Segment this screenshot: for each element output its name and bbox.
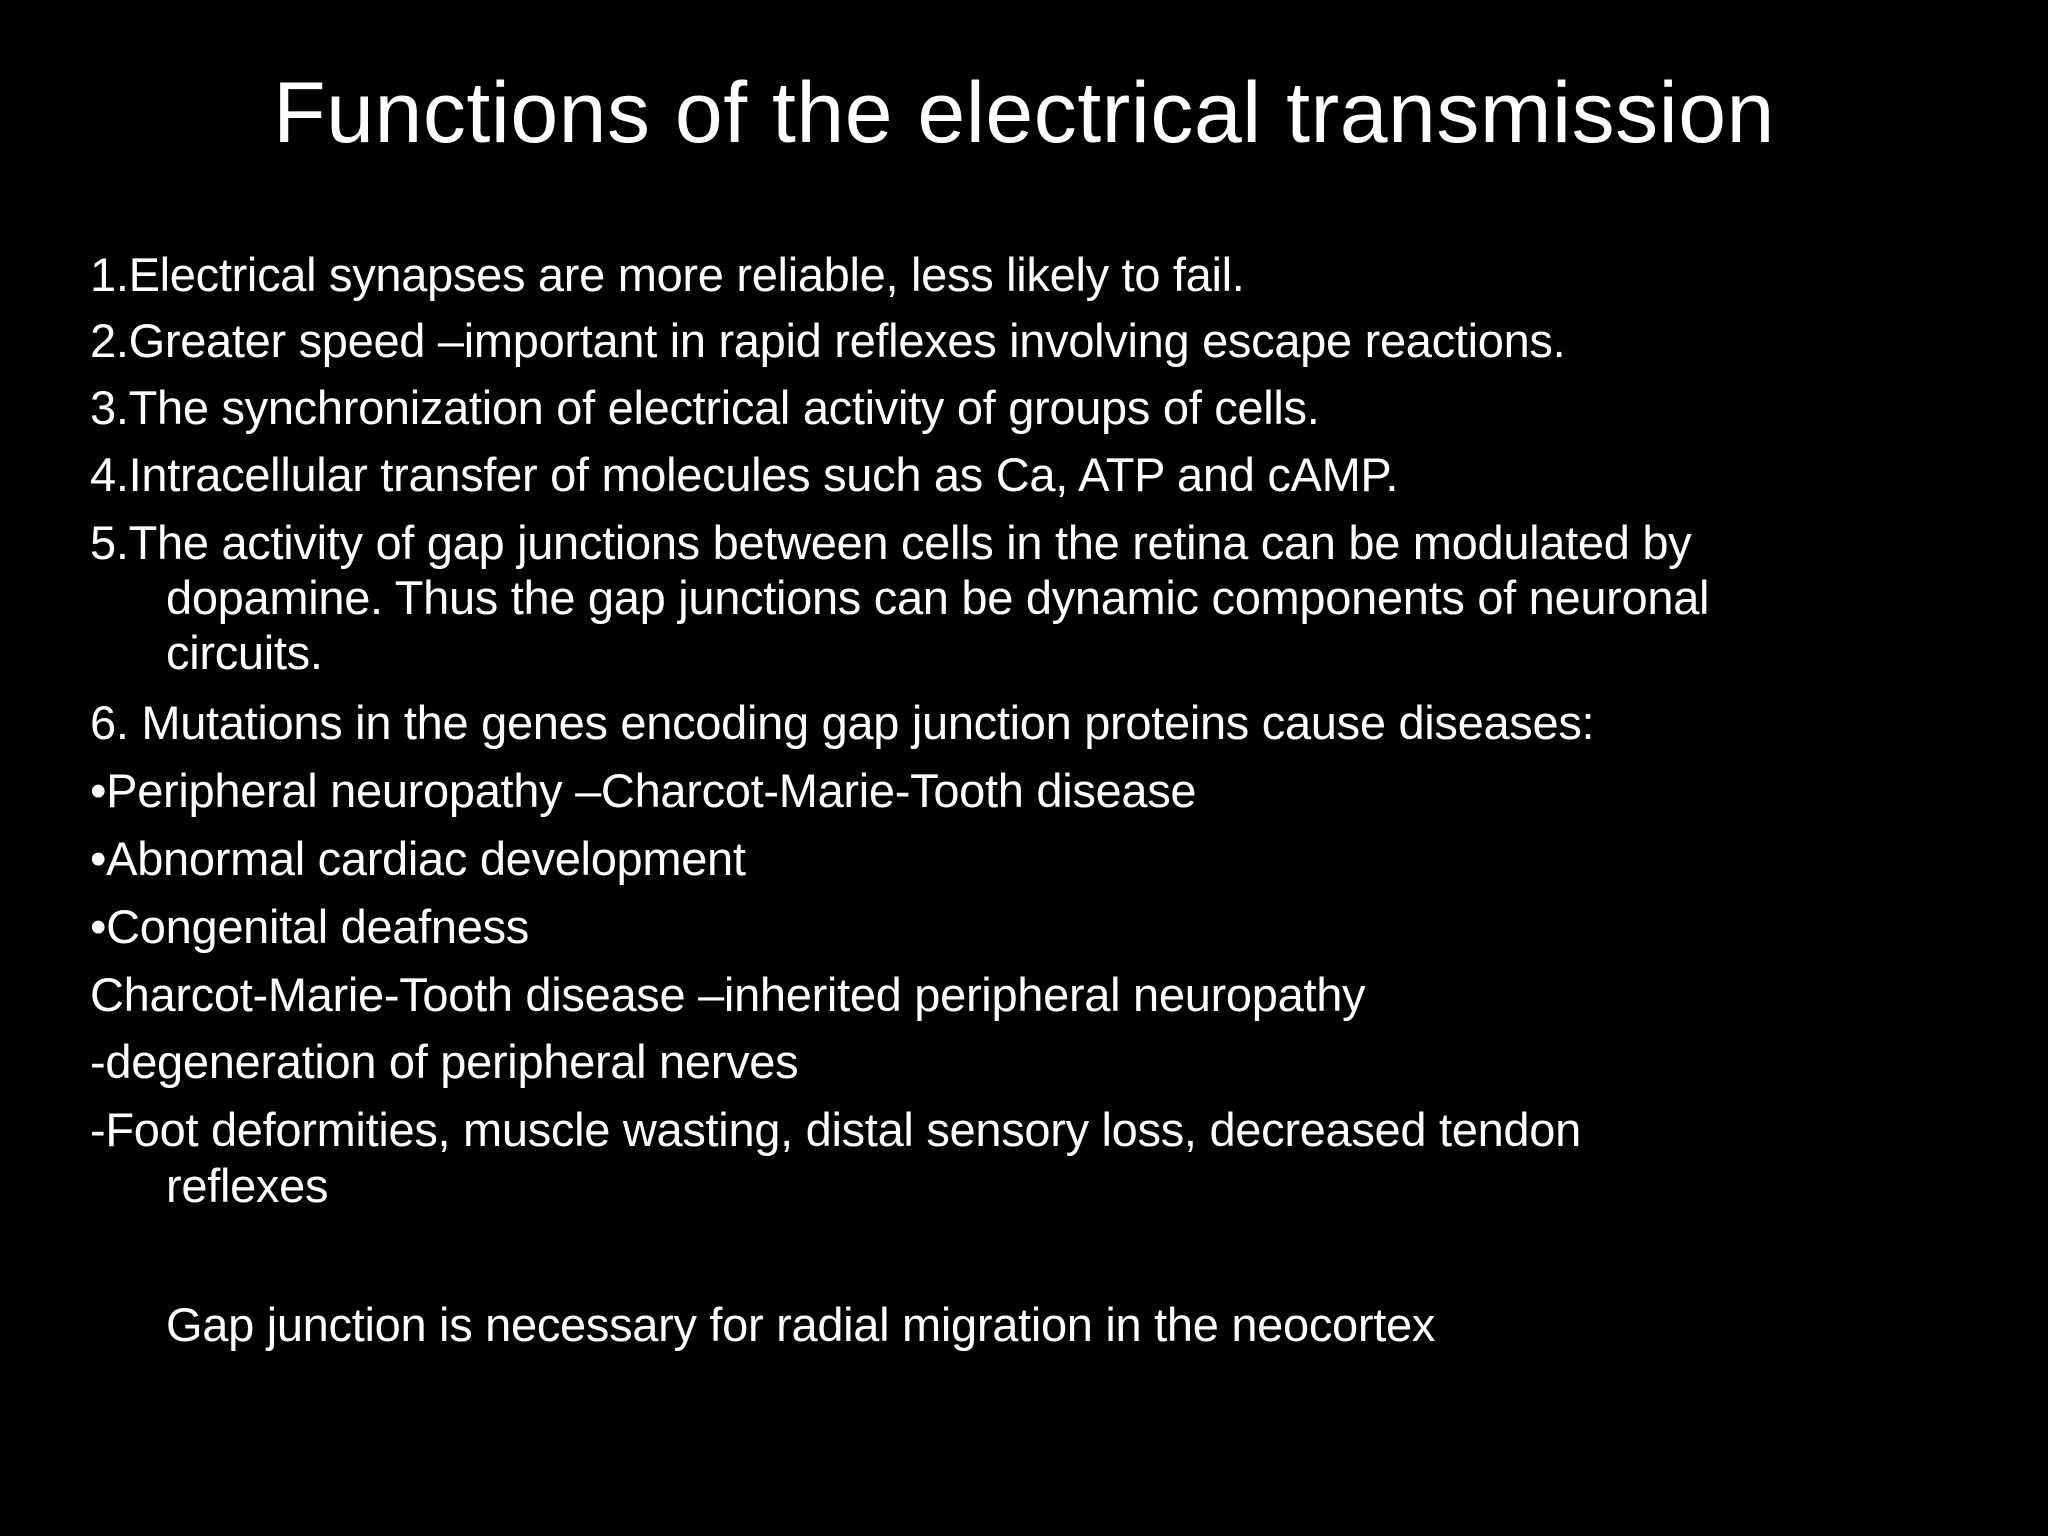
list-item-continuation: dopamine. Thus the gap junctions can be dynamic components of neuronal — [166, 571, 1710, 624]
list-item: 5.The activity of gap junctions between cells in the retina can be modulated by — [90, 516, 1692, 569]
list-item: 6. Mutations in the genes encoding gap junction proteins cause diseases: — [90, 696, 1595, 749]
text-line: -Foot deformities, muscle wasting, distal sensory loss, decreased tendon — [90, 1103, 1581, 1156]
closing-note: Gap junction is necessary for radial migration in the neocortex — [166, 1298, 1436, 1351]
list-item: 4.Intracellular transfer of molecules such as Ca, ATP and cAMP. — [90, 448, 1399, 501]
bullet-item: •Congenital deafness — [90, 900, 529, 953]
list-item: 2.Greater speed –important in rapid reflexes involving escape reactions. — [90, 314, 1566, 367]
text-line: Charcot-Marie-Tooth disease –inherited peripheral neuropathy — [90, 968, 1366, 1021]
text-line: -degeneration of peripheral nerves — [90, 1035, 799, 1088]
slide-title: Functions of the electrical transmission — [273, 65, 1775, 161]
text-line-continuation: reflexes — [166, 1159, 329, 1212]
bullet-item: •Abnormal cardiac development — [90, 832, 746, 885]
list-item: 1.Electrical synapses are more reliable, less likely to fail. — [90, 248, 1245, 301]
list-item-continuation: circuits. — [166, 626, 323, 679]
list-item: 3.The synchronization of electrical activity of groups of cells. — [90, 381, 1320, 434]
bullet-item: •Peripheral neuropathy –Charcot-Marie-Tooth disease — [90, 764, 1197, 817]
